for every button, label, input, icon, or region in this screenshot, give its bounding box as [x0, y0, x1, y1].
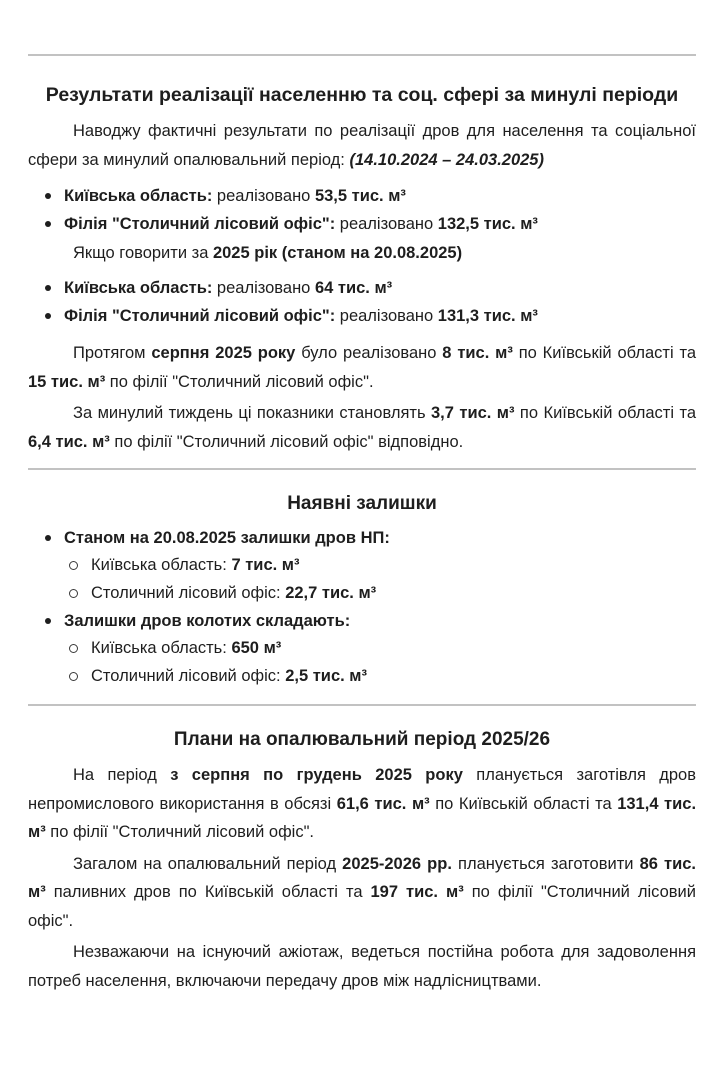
list-item-text: Київська область: реалізовано 53,5 тис. м³ — [64, 187, 406, 205]
list-subitem — [28, 552, 696, 580]
list-item-text: Філія "Столичний лісовий офіс": реалізовано 131,3 тис. м³ — [64, 307, 538, 325]
list-subitem-text: Столичний лісовий офіс: 22,7 тис. м³ — [91, 583, 377, 602]
list-subitem-text: Київська область: 650 м³ — [91, 639, 282, 657]
plan-paragraph: На період з серпня по грудень 2025 року планується заготівля дров непромислового використання в обсязі 61,6 тис. м³ по Київській області та 131,4 тис. м³ по філії "Столичний лісовий офіс". — [28, 766, 697, 841]
list-item — [28, 274, 696, 302]
bullet-icon — [45, 535, 51, 541]
section-divider — [28, 54, 696, 56]
list-item-text: Київська область: реалізовано 64 тис. м³ — [64, 279, 393, 297]
total-paragraph: Загалом на опалювальний період 2025-2026 рр. планується заготовити 86 тис. м³ паливних дров по Київській області та 197 тис. м³ по філії "Столичний лісовий офіс". — [28, 854, 696, 930]
hollow-bullet-icon — [69, 561, 78, 570]
bullet-icon — [45, 618, 51, 624]
bullet-icon — [45, 285, 51, 291]
august-paragraph: Протягом серпня 2025 року було реалізовано 8 тис. м³ по Київській області та 15 тис. м³ по філії "Столичний лісовий офіс". — [28, 344, 697, 391]
list-item — [28, 607, 696, 635]
list-item — [28, 302, 696, 330]
hollow-bullet-icon — [69, 589, 78, 598]
list-item — [28, 524, 696, 552]
bullet-icon — [45, 193, 51, 199]
current-year-list — [28, 274, 696, 330]
list-subitem-text: Київська область: 7 тис. м³ — [91, 556, 300, 574]
list-item — [28, 210, 696, 238]
document-page — [0, 54, 724, 995]
list-subitem — [28, 663, 696, 691]
page-title: Результати реалізації населенню та соц. сфері за минулі періоди — [45, 84, 679, 106]
section-divider — [28, 704, 696, 706]
stocks-list — [28, 524, 696, 690]
week-paragraph: За минулий тиждень ці показники становлять 3,7 тис. м³ по Київській області та 6,4 тис. м³ по філії "Столичний лісовий офіс" відповідно. — [28, 404, 696, 451]
interim-line: Якщо говорити за 2025 рік (станом на 20.08.2025) — [73, 244, 463, 262]
past-period-list — [28, 182, 696, 238]
list-item-text: Станом на 20.08.2025 залишки дров НП: — [64, 529, 390, 547]
list-subitem-text: Столичний лісовий офіс: 2,5 тис. м³ — [91, 666, 367, 685]
bullet-icon — [45, 313, 51, 319]
intro-paragraph: Наводжу фактичні результати по реалізації дров для населення та соціальної сфери за минулий опалювальний період: (14.10.2024 – 24.03.2025) — [28, 122, 696, 169]
list-item — [28, 182, 696, 210]
hollow-bullet-icon — [69, 644, 78, 653]
note-paragraph: Незважаючи на існуючий ажіотаж, ведеться постійна робота для задоволення потреб населення, включаючи передачу дров між надлісництвами. — [28, 943, 696, 990]
bullet-icon — [45, 221, 51, 227]
list-item-text: Філія "Столичний лісовий офіс": реалізовано 132,5 тис. м³ — [64, 215, 538, 233]
section-title-plans: Плани на опалювальний період 2025/26 — [173, 729, 551, 750]
list-item-text: Залишки дров колотих складають: — [64, 612, 351, 630]
list-subitem — [28, 580, 696, 608]
list-subitem — [28, 635, 696, 663]
section-divider — [28, 468, 696, 470]
hollow-bullet-icon — [69, 672, 78, 681]
section-title-stocks: Наявні залишки — [287, 493, 437, 514]
